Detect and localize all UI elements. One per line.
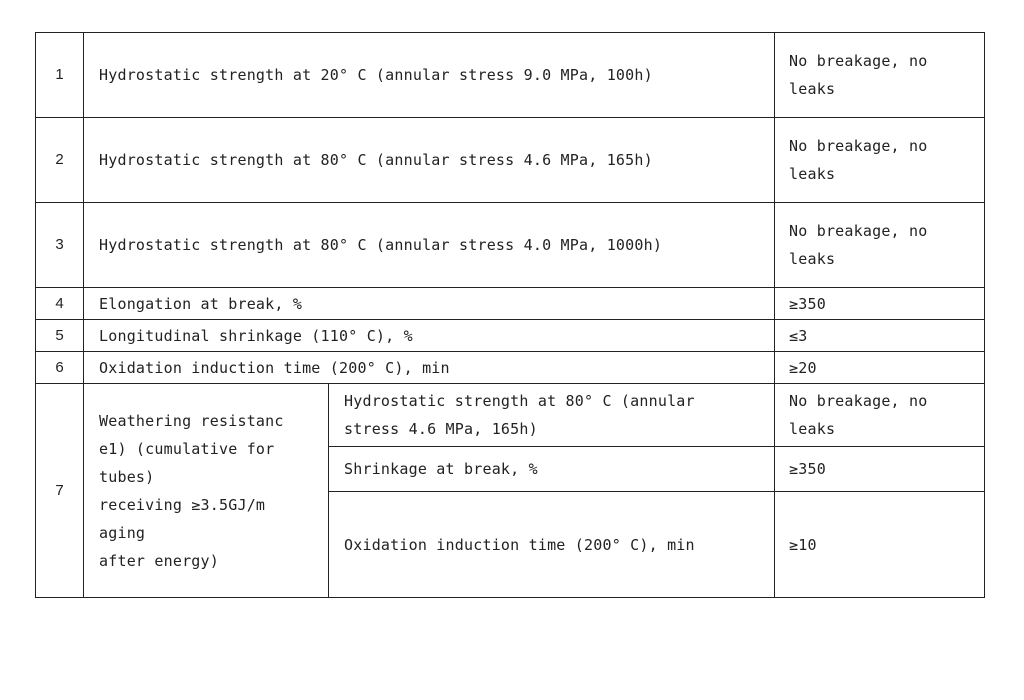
table-row (36, 288, 985, 320)
requirement-value: ≤3 (775, 320, 985, 352)
row-number: 6 (36, 352, 84, 384)
row-number: 2 (36, 118, 84, 203)
requirement-value: No breakage, no leaks (775, 203, 985, 288)
test-item: Hydrostatic strength at 80° C (annular stress 4.6 MPa, 165h) (329, 384, 775, 447)
row-number: 3 (36, 203, 84, 288)
requirement-value: ≥20 (775, 352, 985, 384)
test-item: Oxidation induction time (200° C), min (329, 492, 775, 598)
requirement-value: No breakage, no leaks (775, 33, 985, 118)
specification-table (35, 32, 985, 598)
test-item: Longitudinal shrinkage (110° C), % (84, 320, 775, 352)
table-row (36, 384, 985, 447)
table-row (36, 203, 985, 288)
test-item: Hydrostatic strength at 80° C (annular stress 4.0 MPa, 1000h) (84, 203, 775, 288)
requirement-value: No breakage, no leaks (775, 118, 985, 203)
test-item: Shrinkage at break, % (329, 447, 775, 492)
table-row (36, 118, 985, 203)
test-item: Oxidation induction time (200° C), min (84, 352, 775, 384)
test-item: Elongation at break, % (84, 288, 775, 320)
test-item: Hydrostatic strength at 20° C (annular stress 9.0 MPa, 100h) (84, 33, 775, 118)
requirement-value: ≥350 (775, 288, 985, 320)
table-row (36, 320, 985, 352)
row-number: 1 (36, 33, 84, 118)
table-row (36, 33, 985, 118)
requirement-value: No breakage, no leaks (775, 384, 985, 447)
row-number: 5 (36, 320, 84, 352)
row-number: 7 (36, 384, 84, 598)
requirement-value: ≥10 (775, 492, 985, 598)
row-number: 4 (36, 288, 84, 320)
test-item: Hydrostatic strength at 80° C (annular stress 4.6 MPa, 165h) (84, 118, 775, 203)
group-label: Weathering resistanc e1) (cumulative for tubes) receiving ≥3.5GJ/m aging after energy) (84, 384, 329, 598)
table-row (36, 352, 985, 384)
requirement-value: ≥350 (775, 447, 985, 492)
